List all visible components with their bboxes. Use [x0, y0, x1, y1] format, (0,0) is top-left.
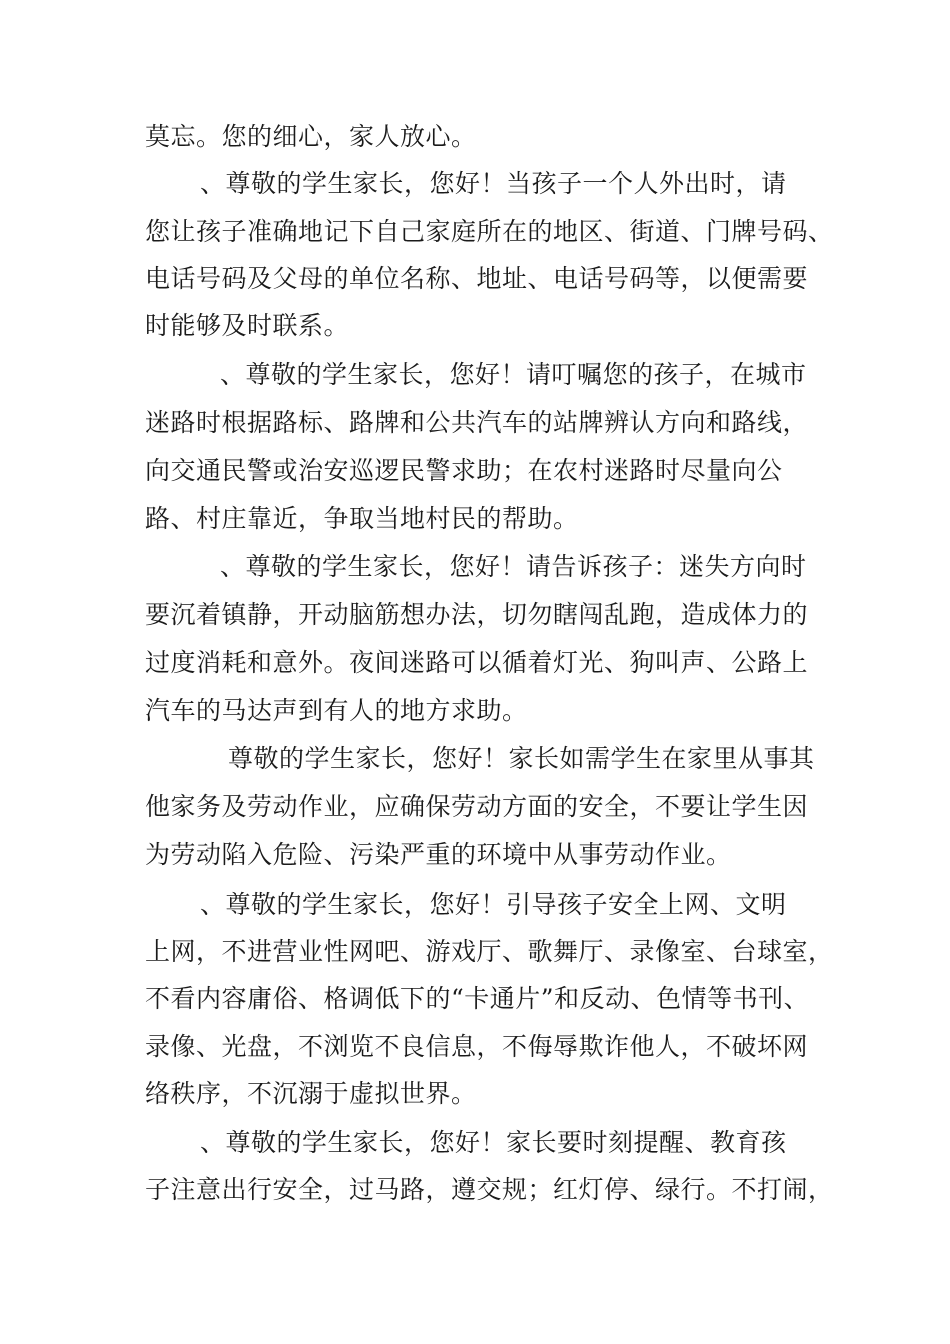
paragraph-start-line: 尊敬的学生家长，您好！家长如需学生在家里从事其: [228, 744, 815, 773]
text-line: 过度消耗和意外。夜间迷路可以循着灯光、狗叫声、公路上: [145, 648, 809, 677]
text-line: 您让孩子准确地记下自己家庭所在的地区、街道、门牌号码、: [145, 217, 834, 246]
text-line: 上网，不进营业性网吧、游戏厅、歌舞厅、录像室、台球室，: [145, 937, 834, 966]
text-line: 电话号码及父母的单位名称、地址、电话号码等，以便需要: [145, 264, 809, 293]
paragraph-start-line: 、尊敬的学生家长，您好！请告诉孩子：迷失方向时: [220, 552, 807, 581]
text-line: 时能够及时联系。: [145, 311, 350, 340]
text-line: 不看内容庸俗、格调低下的“卡通片”和反动、色情等书刊、: [145, 984, 810, 1013]
text-line: 迷路时根据路标、路牌和公共汽车的站牌辨认方向和路线，: [145, 408, 809, 437]
text-line: 录像、光盘，不浏览不良信息，不侮辱欺诈他人，不破坏网: [145, 1032, 809, 1061]
text-line: 子注意出行安全，过马路，遵交规；红灯停、绿行。不打闹，: [145, 1175, 834, 1204]
text-line: 为劳动陷入危险、污染严重的环境中从事劳动作业。: [145, 840, 732, 869]
text-line: 莫忘。您的细心，家人放心。: [145, 122, 477, 151]
text-line: 路、村庄靠近，争取当地村民的帮助。: [145, 504, 579, 533]
paragraph-start-line: 、尊敬的学生家长，您好！家长要时刻提醒、教育孩: [200, 1128, 787, 1157]
text-line: 汽车的马达声到有人的地方求助。: [145, 696, 528, 725]
text-line: 要沉着镇静，开动脑筋想办法，切勿瞎闯乱跑，造成体力的: [145, 600, 809, 629]
paragraph-start-line: 、尊敬的学生家长，您好！请叮嘱您的孩子，在城市: [220, 360, 807, 389]
paragraph-start-line: 、尊敬的学生家长，您好！引导孩子安全上网、文明: [200, 890, 787, 919]
text-line: 络秩序，不沉溺于虚拟世界。: [145, 1079, 477, 1108]
text-line: 他家务及劳动作业，应确保劳动方面的安全，不要让学生因: [145, 792, 809, 821]
paragraph-start-line: 、尊敬的学生家长，您好！当孩子一个人外出时，请: [200, 169, 787, 198]
text-line: 向交通民警或治安巡逻民警求助；在农村迷路时尽量向公: [145, 456, 783, 485]
